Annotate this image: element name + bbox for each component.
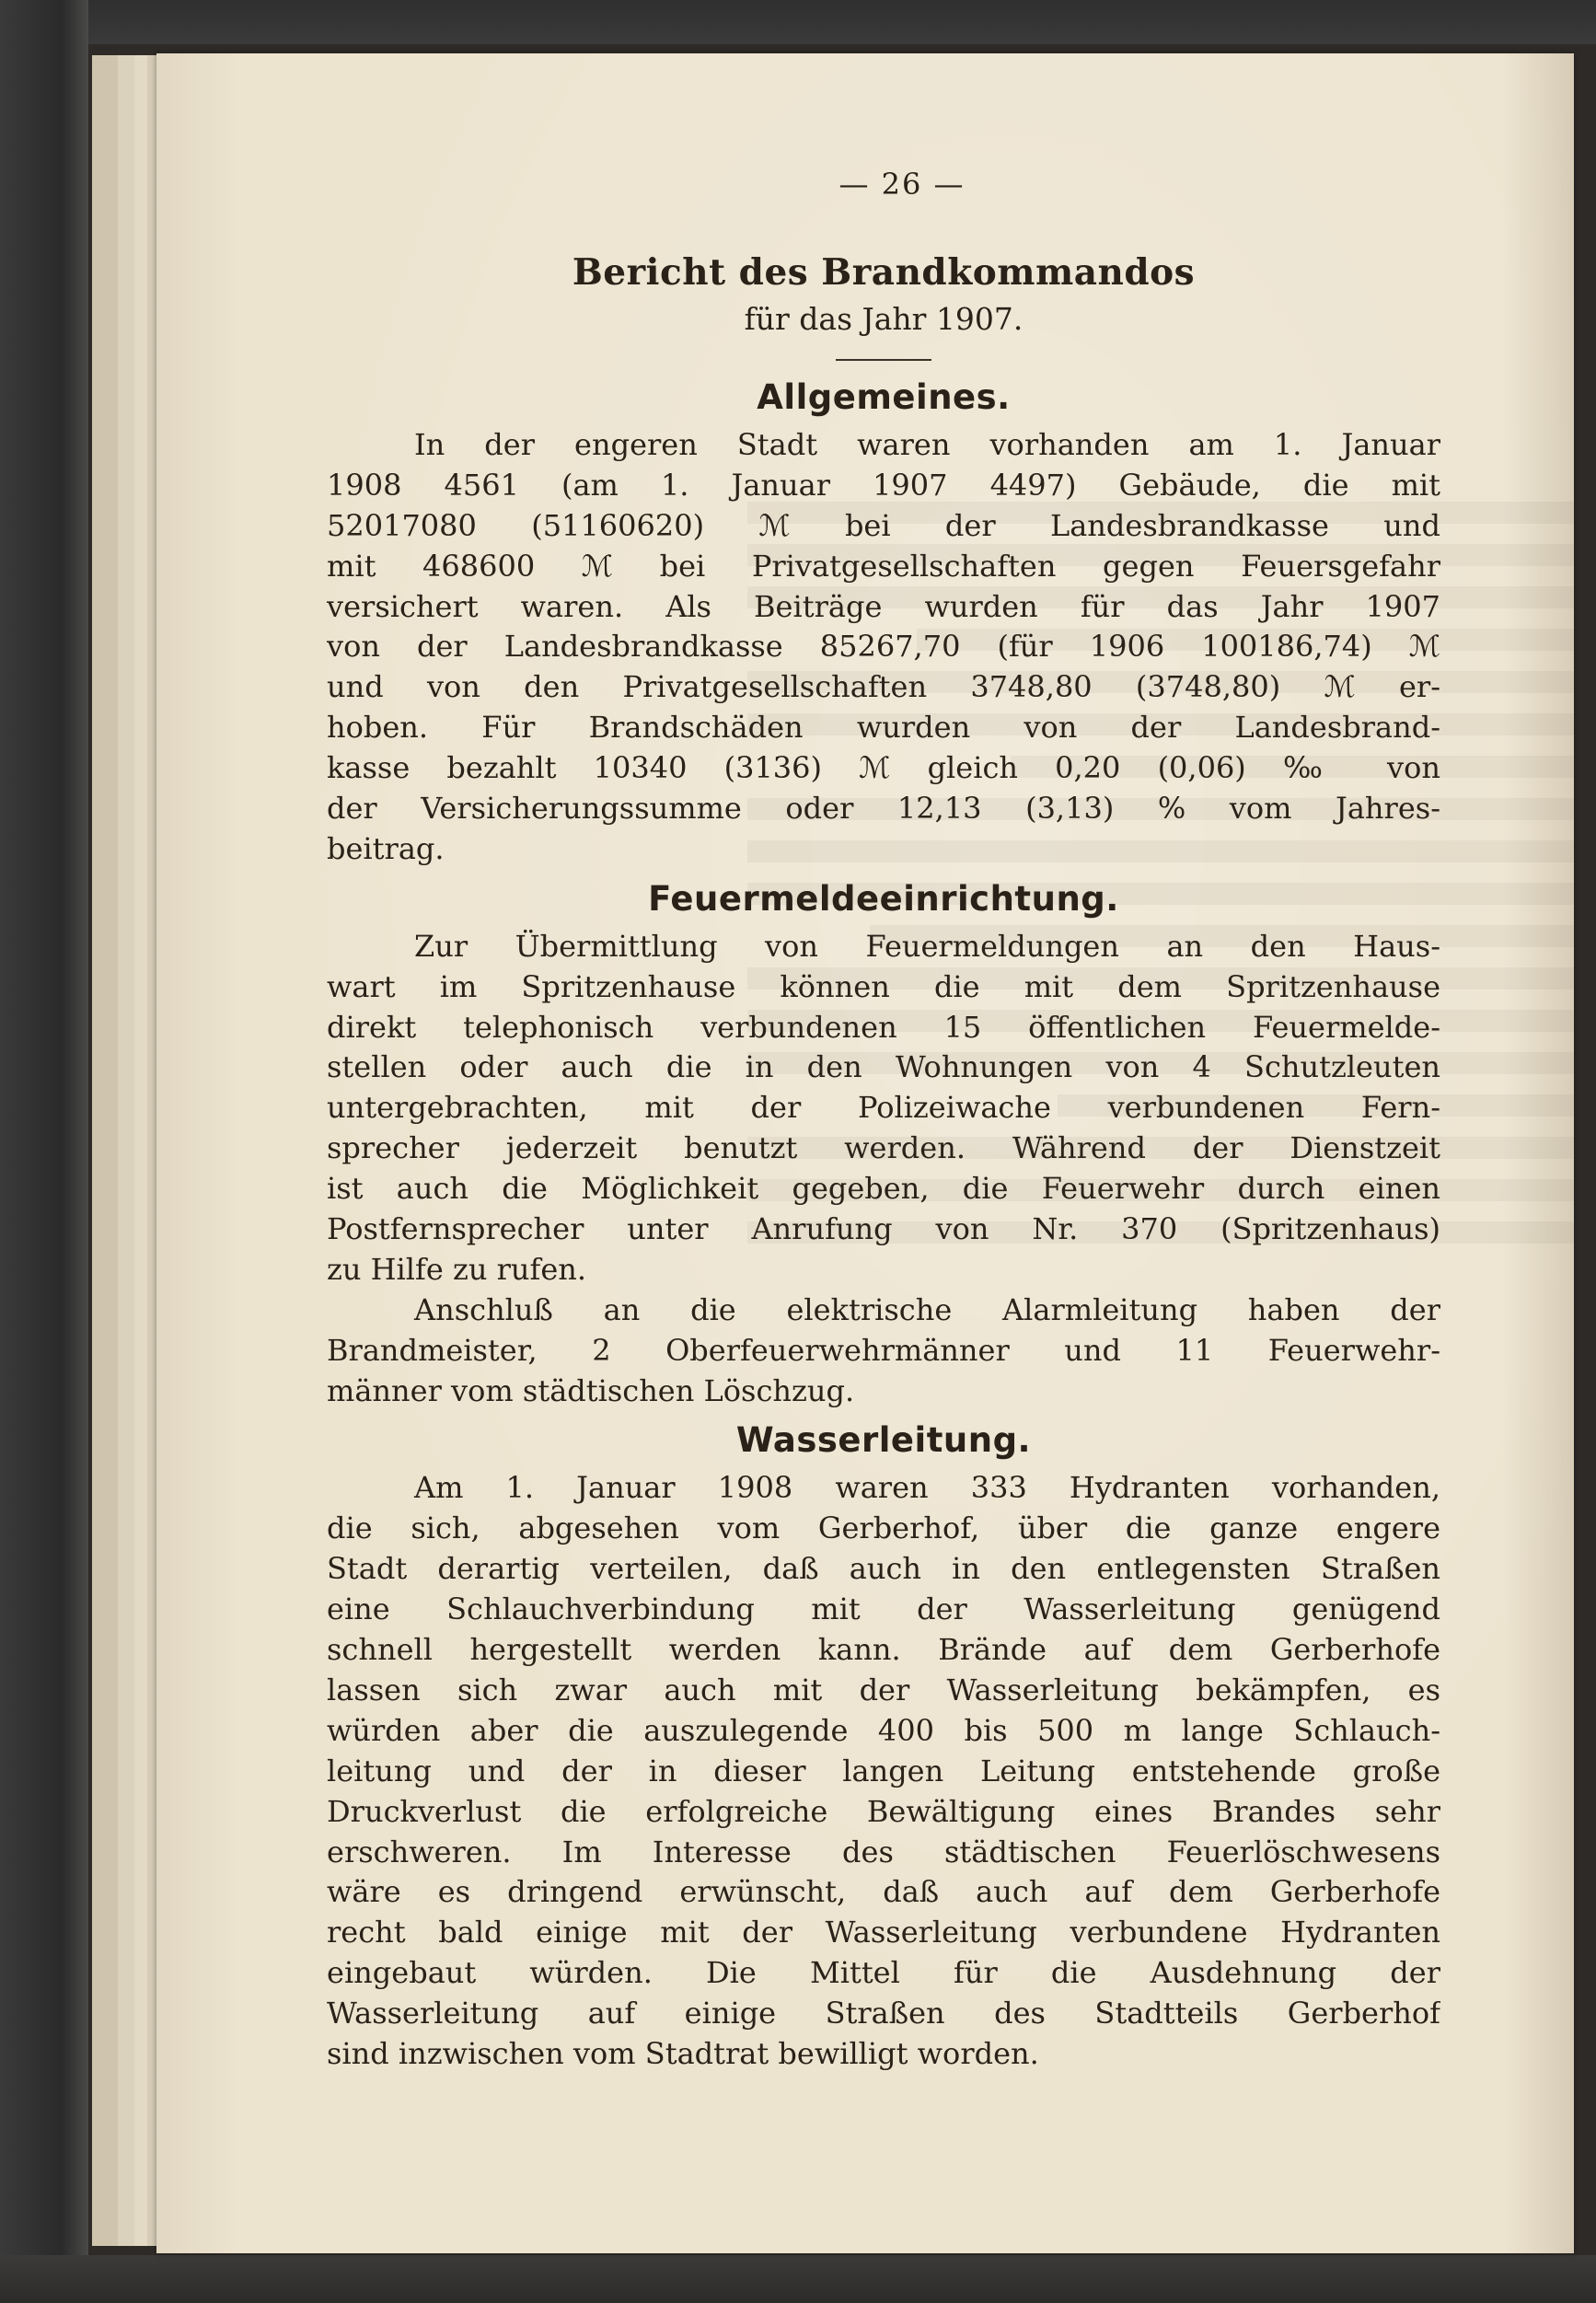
paragraph xyxy=(327,1468,1440,2074)
page-text-block xyxy=(327,158,1440,2075)
paragraph xyxy=(327,1290,1440,1412)
text-line: Am 1. Januar 1908 waren 333 Hydranten vorhanden, xyxy=(414,1470,1440,1506)
text-line: ist auch die Möglichkeit gegeben, die Feuerwehr durch einen xyxy=(327,1171,1440,1207)
text-line: Druckverlust die erfolgreiche Bewältigung eines Brandes sehr xyxy=(327,1793,1440,1829)
text-line: hoben. Für Brandschäden wurden von der Landesbrand- xyxy=(327,710,1440,746)
section-heading: Feuermeldeeinrichtung. xyxy=(648,878,1119,919)
title-divider xyxy=(836,359,931,361)
text-line: wart im Spritzenhause können die mit dem Spritzenhause xyxy=(327,968,1440,1004)
text-line: die sich, abgesehen vom Gerberhof, über die ganze engere xyxy=(327,1510,1440,1546)
text-line: In der engeren Stadt waren vorhanden am 1. Januar xyxy=(414,427,1440,462)
section-heading: Wasserleitung. xyxy=(735,1420,1032,1461)
text-line: eingebaut würden. Die Mittel für die Ausdehnung der xyxy=(327,1955,1440,1991)
text-line: eine Schlauchverbindung mit der Wasserleitung genügend xyxy=(327,1591,1440,1627)
text-line: Anschluß an die elektrische Alarmleitung haben der xyxy=(414,1291,1440,1327)
book-cover-bottom xyxy=(0,2255,1596,2303)
report-sections xyxy=(327,370,1440,2075)
text-line: männer vom städtischen Löschzug. xyxy=(327,1372,855,1408)
text-line: untergebrachten, mit der Polizeiwache verbundenen Fern- xyxy=(327,1090,1440,1126)
text-line: beitrag. xyxy=(327,830,445,866)
text-line: stellen oder auch die in den Wohnungen von 4 Schutzleuten xyxy=(327,1049,1440,1085)
text-line: 52017080 (51160620) ℳ bei der Landesbrandkasse und xyxy=(327,507,1440,543)
page-number: — 26 — xyxy=(838,167,966,202)
text-line: recht bald einige mit der Wasserleitung verbundene Hydranten xyxy=(327,1915,1440,1950)
book-cover-top xyxy=(0,0,1596,44)
text-line: erschweren. Im Interesse des städtischen Feuerlöschwesens xyxy=(327,1834,1440,1869)
text-line: Brandmeister, 2 Oberfeuerwehrmänner und 11 Feuerwehr- xyxy=(327,1332,1440,1368)
text-line: und von den Privatgesellschaften 3748,80 (3748,80) ℳ er- xyxy=(327,669,1440,705)
text-line: Zur Übermittlung von Feuermeldungen an den Haus- xyxy=(414,928,1440,964)
text-line: sind inzwischen vom Stadtrat bewilligt worden. xyxy=(327,2035,1039,2071)
text-line: versichert waren. Als Beiträge wurden für das Jahr 1907 xyxy=(327,588,1440,624)
report-subtitle: für das Jahr 1907. xyxy=(744,301,1024,337)
report-title: Bericht des Brandkommandos xyxy=(572,251,1196,294)
text-line: Stadt derartig verteilen, daß auch in den entlegensten Straßen xyxy=(327,1551,1440,1587)
text-line: von der Landesbrandkasse 85267,70 (für 1906 100186,74) ℳ xyxy=(327,629,1440,665)
page-edge xyxy=(92,55,121,2246)
text-line: sprecher jederzeit benutzt werden. Während der Dienstzeit xyxy=(327,1130,1440,1166)
text-line: zu Hilfe zu rufen. xyxy=(327,1251,587,1287)
paragraph xyxy=(327,927,1440,1290)
text-line: wäre es dringend erwünscht, daß auch auf dem Gerberhofe xyxy=(327,1874,1440,1910)
text-line: Postfernsprecher unter Anrufung von Nr. 370 (Spritzenhaus) xyxy=(327,1211,1440,1247)
book-cover-left xyxy=(0,0,88,2303)
paragraph xyxy=(327,425,1440,870)
text-line: kasse bezahlt 10340 (3136) ℳ gleich 0,20 (0,06) ‰ von xyxy=(327,750,1440,786)
text-line: leitung und der in dieser langen Leitung entstehende große xyxy=(327,1753,1440,1788)
text-line: schnell hergestellt werden kann. Brände auf dem Gerberhofe xyxy=(327,1632,1440,1668)
text-line: mit 468600 ℳ bei Privatgesellschaften gegen Feuersgefahr xyxy=(327,548,1440,584)
text-line: 1908 4561 (am 1. Januar 1907 4497) Gebäude, die mit xyxy=(327,467,1440,503)
text-line: lassen sich zwar auch mit der Wasserleitung bekämpfen, es xyxy=(327,1672,1440,1707)
section-heading: Allgemeines. xyxy=(757,377,1011,417)
text-line: Wasserleitung auf einige Straßen des Stadtteils Gerberhof xyxy=(327,1996,1440,2031)
text-line: der Versicherungssumme oder 12,13 (3,13) % vom Jahres- xyxy=(327,791,1440,827)
text-line: direkt telephonisch verbundenen 15 öffentlichen Feuermelde- xyxy=(327,1009,1440,1045)
text-line: würden aber die auszulegende 400 bis 500 m lange Schlauch- xyxy=(327,1712,1440,1748)
